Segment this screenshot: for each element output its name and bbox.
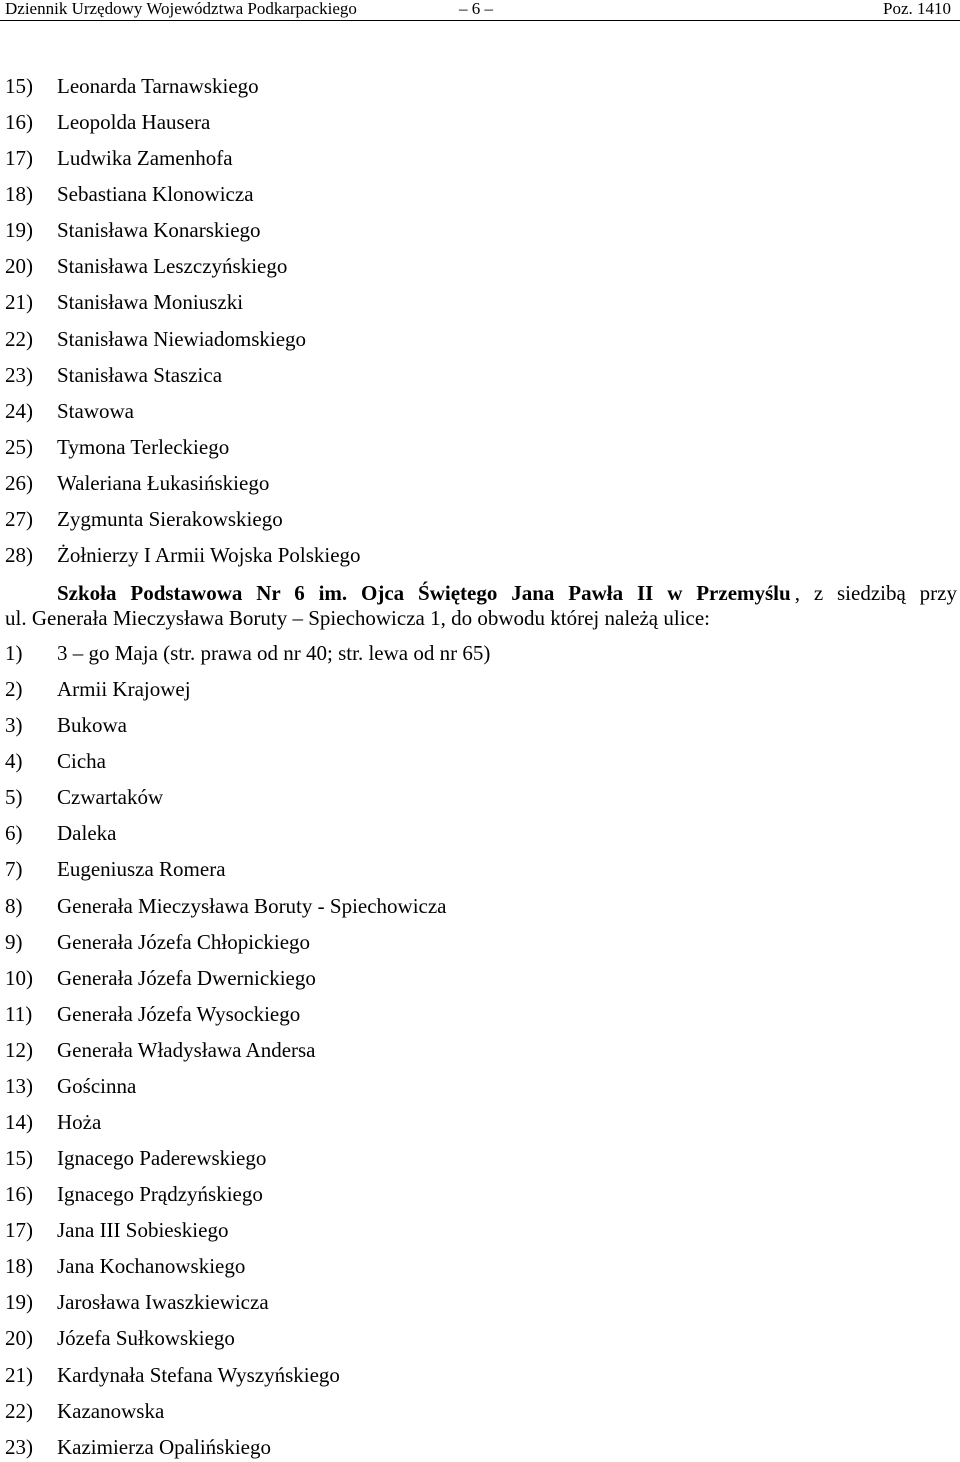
- item-number: 20): [5, 1326, 33, 1351]
- street-name: Generała Władysława Andersa: [57, 1037, 316, 1062]
- list-item: [5, 470, 955, 496]
- list-item: [5, 820, 955, 846]
- list-item: [5, 217, 955, 243]
- list-item: [5, 181, 955, 207]
- street-name: Żołnierzy I Armii Wojska Polskiego: [57, 543, 361, 568]
- item-number: 10): [5, 965, 33, 990]
- item-number: 15): [5, 1146, 33, 1171]
- item-number: 3): [5, 713, 23, 738]
- school-name: Szkoła Podstawowa Nr 6 im. Ojca Świętego Jana Pawła II w Przemyślu: [57, 580, 791, 605]
- list-item: [5, 1325, 955, 1351]
- list-item: [5, 893, 955, 919]
- list-item: [5, 748, 955, 774]
- street-name: Generała Józefa Chłopickiego: [57, 929, 311, 954]
- list-item: [5, 1037, 955, 1063]
- list-item: [5, 640, 955, 666]
- street-name: Generała Józefa Wysockiego: [57, 1001, 301, 1026]
- item-number: 28): [5, 543, 33, 568]
- street-name: Sebastiana Klonowicza: [57, 182, 254, 207]
- list-item: [5, 542, 955, 568]
- street-name: Eugeniusza Romera: [57, 857, 226, 882]
- list-item: [5, 434, 955, 460]
- item-number: 19): [5, 218, 33, 243]
- list-item: [5, 1362, 955, 1388]
- street-name: Jana Kochanowskiego: [57, 1254, 246, 1279]
- street-name: Ignacego Prądzyńskiego: [57, 1182, 263, 1207]
- street-name: Ignacego Paderewskiego: [57, 1146, 267, 1171]
- list-item: [5, 73, 955, 99]
- list-item: [5, 1073, 955, 1099]
- street-name: Cicha: [57, 749, 106, 774]
- item-number: 13): [5, 1073, 33, 1098]
- street-list: [5, 640, 955, 1460]
- list-item: [5, 1109, 955, 1135]
- street-name: Stawowa: [57, 398, 134, 423]
- list-item: [5, 784, 955, 810]
- street-name: Stanisława Konarskiego: [57, 218, 261, 243]
- street-name: Stanisława Staszica: [57, 362, 223, 387]
- item-number: 15): [5, 74, 33, 98]
- street-name: Czwartaków: [57, 785, 164, 810]
- item-number: 20): [5, 254, 33, 279]
- item-number: 27): [5, 506, 33, 531]
- journal-title: Dziennik Urzędowy Województwa Podkarpackiego: [5, 0, 357, 18]
- school-address-line: ul. Generała Mieczysława Boruty – Spiechowicza 1, do obwodu której należą ulice:: [5, 605, 711, 630]
- item-number: 16): [5, 1182, 33, 1207]
- item-number: 4): [5, 749, 23, 774]
- street-name: Leonarda Tarnawskiego: [57, 74, 259, 98]
- position-number: Poz. 1410: [883, 0, 951, 18]
- list-item: [5, 1217, 955, 1243]
- list-item: [5, 1434, 955, 1460]
- street-name: Kardynała Stefana Wyszyńskiego: [57, 1362, 340, 1387]
- item-number: 16): [5, 110, 33, 135]
- item-number: 2): [5, 677, 23, 702]
- street-name: Waleriana Łukasińskiego: [57, 470, 270, 495]
- item-number: 14): [5, 1110, 33, 1135]
- street-name: Stanisława Leszczyńskiego: [57, 254, 288, 279]
- school-paragraph-line-1: [5, 581, 957, 606]
- street-name: Armii Krajowej: [57, 677, 191, 702]
- street-name: 3 – go Maja (str. prawa od nr 40; str. lewa od nr 65): [57, 641, 491, 665]
- street-name: Ludwika Zamenhofa: [57, 146, 233, 171]
- street-name: Stanisława Moniuszki: [57, 290, 244, 315]
- page-number: – 6 –: [459, 0, 493, 18]
- street-name: Leopolda Hausera: [57, 110, 211, 135]
- street-name: Gościnna: [57, 1073, 137, 1098]
- street-name: Kazimierza Opalińskiego: [57, 1434, 271, 1459]
- item-number: 12): [5, 1037, 33, 1062]
- list-item: [5, 1001, 955, 1027]
- street-list-continued: [5, 73, 955, 568]
- list-item: [5, 1253, 955, 1279]
- item-number: 18): [5, 1254, 33, 1279]
- list-item: [5, 1398, 955, 1424]
- list-item: [5, 326, 955, 352]
- list-item: [5, 289, 955, 315]
- street-name: Bukowa: [57, 713, 127, 738]
- item-number: 17): [5, 146, 33, 171]
- list-item: [5, 253, 955, 279]
- street-name: Jarosława Iwaszkiewicza: [57, 1290, 269, 1315]
- item-number: 5): [5, 785, 23, 810]
- item-number: 23): [5, 362, 33, 387]
- item-number: 19): [5, 1290, 33, 1315]
- list-item: [5, 929, 955, 955]
- item-number: 23): [5, 1434, 33, 1459]
- item-number: 22): [5, 326, 33, 351]
- street-name: Tymona Terleckiego: [57, 434, 230, 459]
- school-paragraph: [5, 581, 957, 631]
- page-header: [0, 0, 960, 21]
- street-name: Daleka: [57, 821, 117, 846]
- list-item: [5, 109, 955, 135]
- list-item: [5, 712, 955, 738]
- item-number: 8): [5, 893, 23, 918]
- list-item: [5, 965, 955, 991]
- street-name: Hoża: [57, 1110, 102, 1135]
- school-seat-intro: , z siedzibą przy: [794, 580, 957, 605]
- item-number: 22): [5, 1398, 33, 1423]
- list-item: [5, 1289, 955, 1315]
- item-number: 21): [5, 290, 33, 315]
- list-item: [5, 676, 955, 702]
- list-item: [5, 398, 955, 424]
- street-name: Stanisława Niewiadomskiego: [57, 326, 307, 351]
- street-name: Generała Józefa Dwernickiego: [57, 965, 316, 990]
- list-item: [5, 506, 955, 532]
- item-number: 17): [5, 1218, 33, 1243]
- street-name: Zygmunta Sierakowskiego: [57, 506, 283, 531]
- item-number: 18): [5, 182, 33, 207]
- list-item: [5, 1145, 955, 1171]
- item-number: 26): [5, 470, 33, 495]
- item-number: 9): [5, 929, 23, 954]
- street-name: Józefa Sułkowskiego: [57, 1326, 235, 1351]
- item-number: 6): [5, 821, 23, 846]
- item-number: 1): [5, 641, 23, 665]
- street-name: Kazanowska: [57, 1398, 165, 1423]
- street-name: Generała Mieczysława Boruty - Spiechowicza: [57, 893, 447, 918]
- item-number: 11): [5, 1001, 33, 1026]
- list-item: [5, 145, 955, 171]
- list-item: [5, 1181, 955, 1207]
- list-item: [5, 856, 955, 882]
- street-name: Jana III Sobieskiego: [57, 1218, 229, 1243]
- item-number: 25): [5, 434, 33, 459]
- item-number: 24): [5, 398, 33, 423]
- item-number: 21): [5, 1362, 33, 1387]
- item-number: 7): [5, 857, 23, 882]
- list-item: [5, 362, 955, 388]
